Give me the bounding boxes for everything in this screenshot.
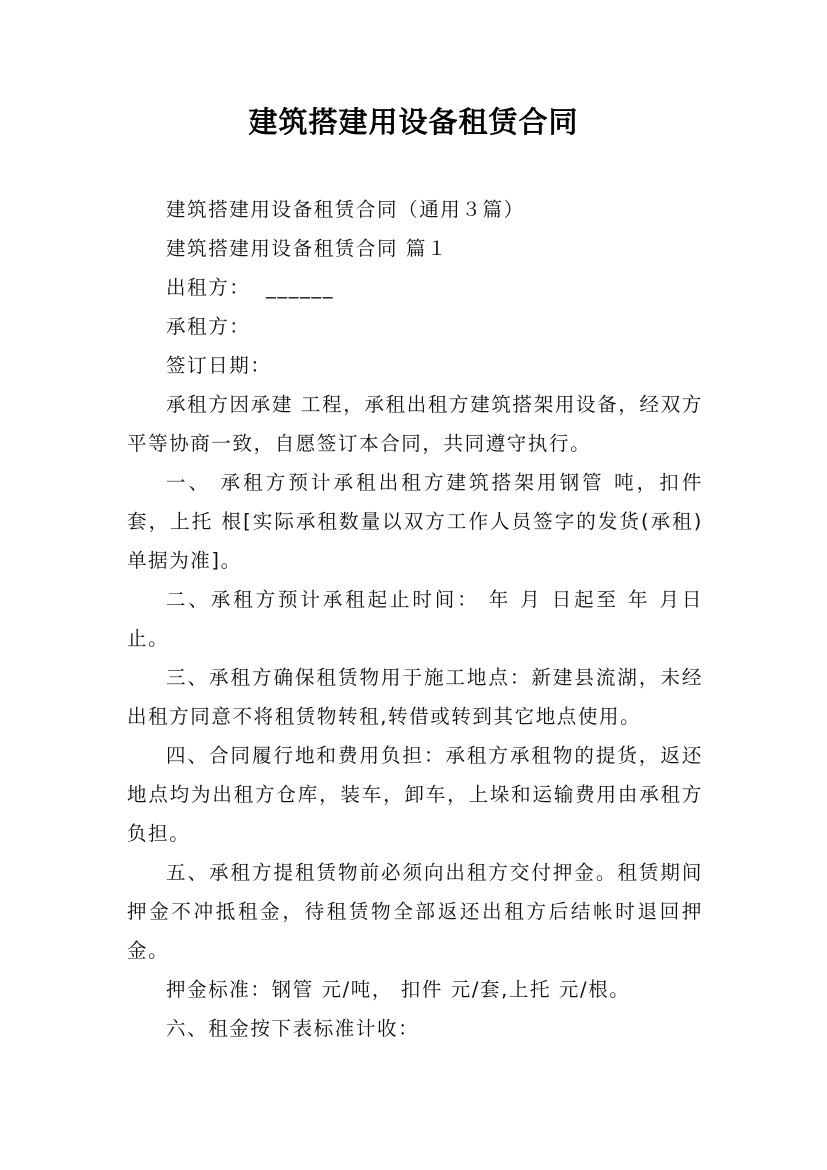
section-heading: 建筑搭建用设备租赁合同 篇１ — [166, 237, 449, 260]
lessor-label: 出租方： — [166, 276, 251, 299]
document-title: 建筑搭建用设备租赁合同 — [248, 105, 579, 139]
document-subtitle: 建筑搭建用设备租赁合同（通用３篇） — [166, 198, 525, 221]
document-body — [127, 190, 703, 1048]
paragraph: 押金标准：钢管 元/吨， 扣件 元/套,上托 元/根。 — [166, 978, 631, 1001]
paragraph: 一、 承租方预计承租出租方建筑搭架用钢管 吨，扣件套，上托 根[实际承租数量以双方工作人员签字的发货(承租)单据为准]。 — [127, 471, 703, 572]
lessee-line — [127, 307, 703, 346]
lessor-blank: ______ — [266, 276, 335, 299]
paragraph: 四、合同履行地和费用负担：承租方承租物的提货，返还地点均为出租方仓库，装车，卸车，上垛和运输费用由承租方负担。 — [127, 744, 703, 845]
paragraph: 承租方因承建 工程，承租出租方建筑搭架用设备，经双方平等协商一致，自愿签订本合同，共同遵守执行。 — [127, 393, 703, 455]
sign-date-line — [127, 346, 703, 385]
paragraph: 三、承租方确保租赁物用于施工地点：新建县流湖，未经出租方同意不将租赁物转租,转借或转到其它地点使用。 — [127, 666, 703, 728]
paragraph: 六、租金按下表标准计收： — [166, 1017, 420, 1040]
sign-date-label: 签订日期： — [166, 354, 272, 377]
lessee-label: 承租方： — [166, 315, 251, 338]
paragraph: 五、承租方提租赁物前必须向出租方交付押金。租赁期间押金不冲抵租金，待租赁物全部返还出租方后结帐时退回押金。 — [127, 861, 703, 962]
lessor-line — [127, 268, 703, 307]
paragraph: 二、承租方预计承租起止时间： 年 月 日起至 年 月日止。 — [127, 588, 703, 650]
